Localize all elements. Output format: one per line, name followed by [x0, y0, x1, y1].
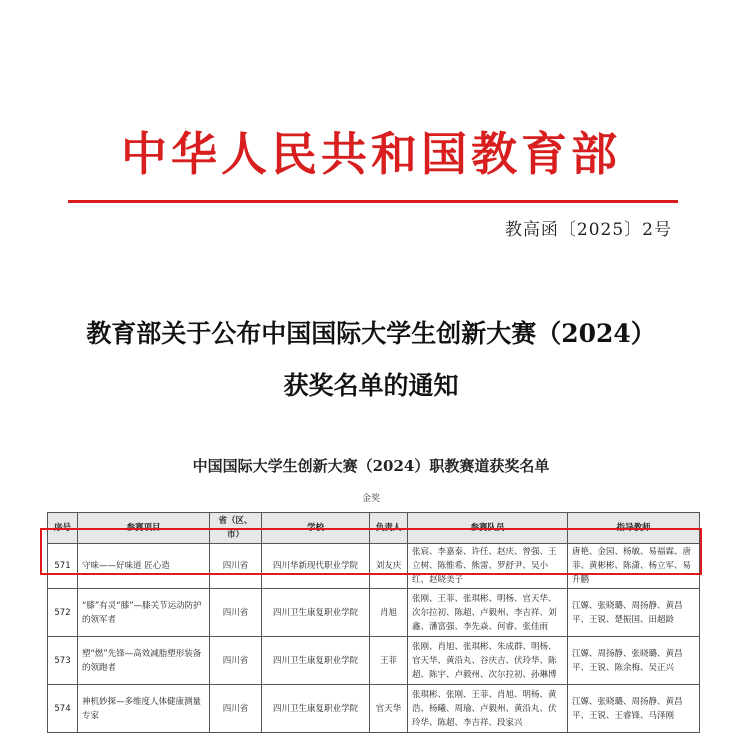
cell-members: 张宸、李嘉泰、许任、赵庆、曾强、王立树、陈惟希、熊雷、罗舒尹、吴小红、赵晓美子 — [408, 544, 568, 589]
table-row — [48, 589, 700, 637]
cell-province: 四川省 — [210, 589, 262, 637]
notice-title-line1: 教育部关于公布中国国际大学生创新大赛（2024） — [86, 319, 656, 348]
table-row — [48, 544, 700, 589]
cell-school: 四川卫生康复职业学院 — [262, 589, 370, 637]
cell-project: 塑“燃”先锋—高效减脂塑形装备的领跑者 — [78, 637, 210, 685]
header-leader: 负责人 — [370, 513, 408, 544]
cell-project: “膝”有灵“膝”—膝关节运动防护的领军者 — [78, 589, 210, 637]
cell-leader: 王菲 — [370, 637, 408, 685]
ministry-masthead: 中华人民共和国教育部 — [121, 127, 621, 181]
cell-tutors: 江嫄、张晓璐、周扬静、黄昌平、王锐、王睿锋、马泽刚 — [568, 685, 700, 733]
cell-leader: 官天华 — [370, 685, 408, 733]
cell-tutors: 唐艳、金园、杨敏、易福霖、唐菲、黄彬彬、陈潇、杨立军、易升鹏 — [568, 544, 700, 589]
cell-members: 张琪彬、张刚、王菲、肖旭、明杨、黄浩、杨曦、周瑜、卢毅州、黄沿丸、伏玲华、陈超、李吉祥、段家兴 — [408, 685, 568, 733]
header-project: 参赛项目 — [78, 513, 210, 544]
header-tutors: 指导教师 — [568, 513, 700, 544]
header-province: 省（区、市） — [210, 513, 262, 544]
cell-province: 四川省 — [210, 637, 262, 685]
cell-province: 四川省 — [210, 544, 262, 589]
cell-leader: 刘友庆 — [370, 544, 408, 589]
cell-school: 四川卫生康复职业学院 — [262, 637, 370, 685]
cell-no: 571 — [48, 544, 78, 589]
document-number: 教高函〔2025〕2号 — [504, 220, 672, 240]
cell-no: 572 — [48, 589, 78, 637]
table-row — [48, 685, 700, 733]
list-subtitle: 中国国际大学生创新大赛（2024）职教赛道获奖名单 — [192, 457, 550, 475]
award-level: 金奖 — [361, 494, 380, 504]
cell-no: 574 — [48, 685, 78, 733]
cell-tutors: 江嫄、周扬静、张晓璐、黄昌平、王锐、陈余梅、吴正兴 — [568, 637, 700, 685]
header-members: 参赛队员 — [408, 513, 568, 544]
cell-province: 四川省 — [210, 685, 262, 733]
cell-leader: 肖旭 — [370, 589, 408, 637]
header-no: 序号 — [48, 513, 78, 544]
cell-school: 四川卫生康复职业学院 — [262, 685, 370, 733]
cell-no: 573 — [48, 637, 78, 685]
winners-table — [47, 512, 700, 733]
table-row — [48, 637, 700, 685]
notice-title-line2: 获奖名单的通知 — [283, 371, 459, 400]
cell-school: 四川华新现代职业学院 — [262, 544, 370, 589]
red-divider-line — [68, 200, 678, 203]
cell-tutors: 江嫄、张晓璐、周扬静、黄昌平、王锐、楚振国、田超龄 — [568, 589, 700, 637]
cell-project: 神机妙探—多维度人体健康测量专家 — [78, 685, 210, 733]
cell-project: 守味——好味道 匠心造 — [78, 544, 210, 589]
table-header-row — [48, 513, 700, 544]
header-school: 学校 — [262, 513, 370, 544]
cell-members: 张刚、肖旭、张琪彬、朱成群、明杨、官天华、黄沿丸、谷庆吉、伏玲华、陈超、陈宇、卢毅州、次尔拉初、孙琳博 — [408, 637, 568, 685]
cell-members: 张刚、王菲、张琪彬、明杨、官天华、次尔拉初、陈超、卢毅州、李吉祥、刘鑫、潘富强、李先焱、何睿、张佳雨 — [408, 589, 568, 637]
